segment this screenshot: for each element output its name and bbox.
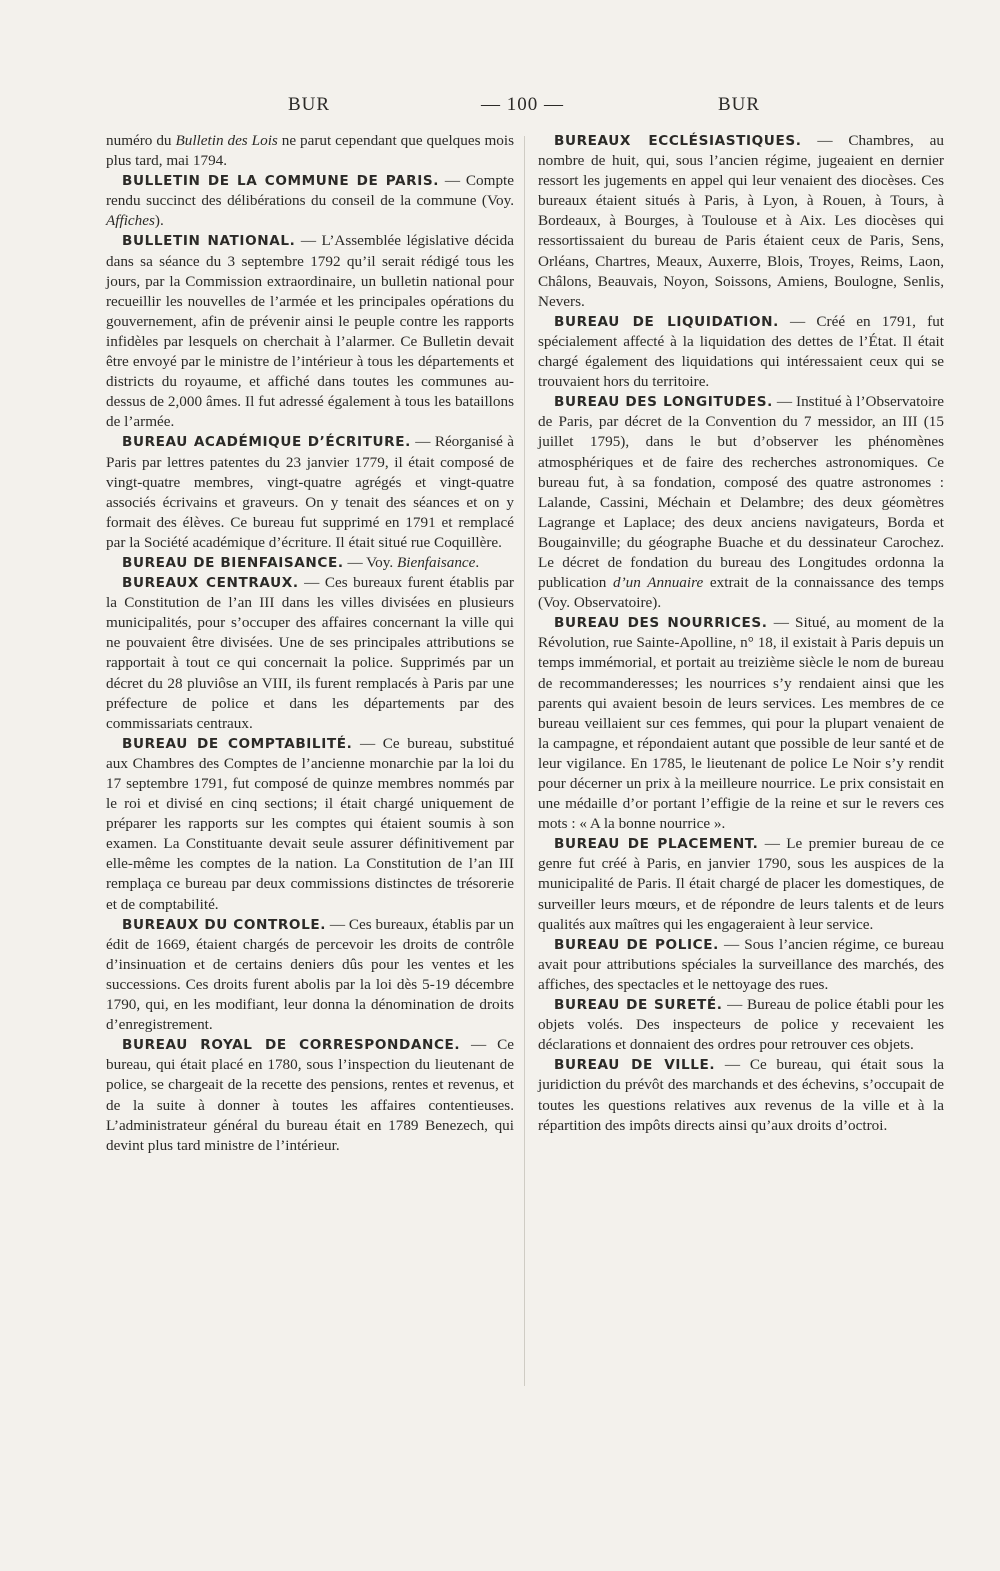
- dictionary-entry: [538, 312, 944, 392]
- dictionary-entry: [538, 1055, 944, 1135]
- header-left-word: BUR: [288, 94, 331, 115]
- entry-text: — Voy.: [343, 553, 397, 571]
- entry-headword: BUREAU DE BIENFAISANCE.: [122, 554, 344, 571]
- entry-headword: BUREAU DE LIQUIDATION.: [554, 313, 779, 330]
- entry-text-tail: ).: [154, 212, 164, 230]
- entry-text: — Ce bureau, qui était placé en 1780, sous l’inspection du lieutenant de police, se chargeait de la recette des pensions, rentes et revenus, et de la suite à donner à toutes les affaires contentieuses. L’administrateur général du bureau était en 1789 Benezech, qui devint plus tard ministre de l’intérieur.: [106, 1036, 514, 1154]
- entry-headword: BUREAU DES NOURRICES.: [554, 615, 768, 632]
- entry-text: — L’Assemblée législative décida dans sa séance du 3 septembre 1792 qu’il serait rédigé tous les jours, par la Commission extraordinaire, un bulletin national pour recueillir les nouvelles de l’armée et les principales opérations du gouvernement, afin de prévenir ainsi le peuple contre les rapports infidèles par lesquels on cherchait à l’alarmer. Ce Bulletin devait être envoyé par le ministre de l’intérieur à tous les départements et districts du royaume, et affiché dans toutes les communes au-dessus de 2,000 âmes. Il fut adressé également à tous les bataillons de l’armée.: [106, 232, 514, 431]
- dictionary-entry: [538, 613, 944, 834]
- entry-headword: BUREAUX CENTRAUX.: [122, 575, 299, 592]
- page-number: — 100 —: [481, 94, 564, 115]
- dictionary-entry: [106, 131, 514, 171]
- entry-text: — Ces bureaux, établis par un édit de 1669, étaient chargés de percevoir les droits de contrôle d’insinuation et de certains deniers dûs pour les ventes et les successions. Ces droits furent abolis par la loi dès 5-19 décembre 1790, qui, en les modifiant, leur donna la dénomination de droits d’enregistrement.: [106, 915, 514, 1034]
- dictionary-entry: [106, 573, 514, 734]
- left-column: [106, 131, 514, 1156]
- right-column: [538, 131, 944, 1136]
- entry-cross-reference: d’un Annuaire: [613, 574, 704, 592]
- column-divider: [524, 136, 525, 1386]
- entry-text: — Ce bureau, substitué aux Chambres des Comptes de l’ancienne monarchie par la loi du 17 septembre 1791, fut composé de quinze membres nommés par le roi et divisé en cinq sections; il était chargé uniquement de préparer les rapports sur les comptes qui étaient soumis à son examen. La Constituante devait seule assurer définitivement par elle-même les comptes de la nation. La Constitution de l’an III remplaça ce bureau par deux commissions distinctes de trésorerie et de comptabilité.: [106, 734, 514, 913]
- entry-text-tail: .: [475, 553, 480, 571]
- dictionary-entry: [106, 553, 514, 573]
- entry-headword: BULLETIN DE LA COMMUNE DE PARIS.: [122, 173, 440, 190]
- dictionary-entry: [106, 1035, 514, 1156]
- entry-text: — Chambres, au nombre de huit, qui, sous l’ancien régime, jugeaient en dernier ressort les jugements en appel qui leur venaient des diocèses. Ces bureaux étaient situés à Paris, à Lyon, à Rouen, à Tours, à Bordeaux, à Bourges, à Toulouse et à Aix. Les diocèses qui ressortissaient du bureau de Paris étaient ceux de Paris, Sens, Orléans, Chartres, Meaux, Auxerre, Blois, Troyes, Reims, Laon, Châlons, Beauvais, Noyon, Soissons, Amiens, Boulogne, Senlis, Nevers.: [538, 132, 945, 310]
- dictionary-entry: [538, 834, 944, 934]
- dictionary-entry: [106, 432, 514, 553]
- entry-text-tail: extrait de la connaissance des temps (Voy. Observatoire).: [538, 574, 944, 612]
- entry-headword: BUREAU DE SURETÉ.: [554, 997, 723, 1014]
- entry-text: — Compte rendu succinct des délibérations du conseil de la commune (Voy.: [106, 172, 514, 210]
- entry-text: — Créé en 1791, fut spécialement affecté à la liquidation des dettes de l’État. Il était chargé également des liquidations qui intéressaient ceux qui se trouvaient hors du territoire.: [538, 312, 945, 391]
- dictionary-entry: [538, 935, 944, 995]
- entry-text: — Ces bureaux furent établis par la Constitution de l’an III dans les villes divisées en plusieurs municipalités, pour s’occuper des affaires concernant la ville qui ne pouvaient être divisées. Une de ses principales attributions se rapportait à tout ce qui concernait la police. Supprimés par un décret du 28 pluviôse an VIII, ils furent remplacés à Paris par une préfecture de police et dans les départements par des commissariats centraux.: [106, 574, 514, 732]
- entry-text: — Le premier bureau de ce genre fut créé à Paris, en janvier 1790, sous les auspices de la municipalité de Paris. Il était chargé de placer les domestiques, de surveiller leurs mœurs, et de répondre de leurs talents et de leurs qualités aux maîtres qui les engageraient à leur service.: [538, 835, 944, 933]
- dictionary-entry: [538, 995, 944, 1055]
- entry-text: — Ce bureau, qui était sous la juridiction du prévôt des marchands et des échevins, s’occupait de toutes les questions relatives aux revenus de la ville et à la répartition des impôts directs ainsi qu’aux droits d’octroi.: [538, 1056, 944, 1134]
- entry-text: — Réorganisé à Paris par lettres patentes du 23 janvier 1779, il était composé de vingt-quatre membres, vingt-quatre agrégés et vingt-quatre associés écrivains et graveurs. On y tenait des séances et on y formait des élèves. Ce bureau fut supprimé en 1791 et remplacé par la Société académique d’écriture. Il était situé rue Coquillère.: [106, 433, 514, 551]
- entry-cross-reference: Bulletin des Lois: [175, 132, 278, 149]
- entry-cross-reference: Affiches: [106, 212, 155, 230]
- dictionary-entry: [106, 915, 514, 1036]
- entry-cross-reference: Bienfaisance: [396, 553, 476, 571]
- entry-text: — Situé, au moment de la Révolution, rue Sainte-Apolline, n° 18, il existait à Paris depuis un temps immémorial, et portait au treizième siècle le nom de bureau de recommanderesses; les nourrices s’y rendaient ainsi que les parents qui avaient besoin de leurs services. Les membres de ce bureau veillaient sur ces femmes, qui pour la plupart venaient de la campagne, et répondaient autant que possible de leur santé et de leur vigilance. En 1785, le lieutenant de police Le Noir s’y rendit pour décerner un prix à la meilleure nourrice. Le prix consistait en une médaille d’or portant l’effigie de la reine et sur le revers ces mots : « A la bonne nourrice ».: [538, 614, 944, 833]
- header-right-word: BUR: [718, 94, 761, 115]
- entry-headword: BUREAUX ECCLÉSIASTIQUES.: [554, 133, 802, 149]
- entry-headword: BUREAU DE PLACEMENT.: [554, 836, 759, 853]
- running-header: [0, 94, 1000, 120]
- dictionary-entry: [538, 131, 944, 312]
- dictionary-entry: [106, 231, 514, 432]
- entry-text: — Institué à l’Observatoire de Paris, par décret de la Convention du 7 messidor, an III (15 juillet 1795), dans le but d’observer les phénomènes atmosphériques et de faire des recherches astronomiques. Ce bureau fut, à sa fondation, composé des quatre astronomes : Lalande, Cassini, Méchain et Delambre; des deux géomètres Lagrange et Laplace; des deux anciens navigateurs, Borda et Bougainville; du géographe Buache et du dessinateur Carochez. Le décret de fondation du bureau des Longitudes ordonna la publication: [538, 393, 944, 592]
- entry-text: numéro du: [106, 132, 176, 149]
- dictionary-entry: [538, 392, 944, 613]
- entry-headword: BUREAU DE COMPTABILITÉ.: [122, 735, 353, 752]
- entry-headword: BUREAU ROYAL DE CORRESPONDANCE.: [122, 1037, 461, 1054]
- entry-headword: BUREAU DE POLICE.: [554, 936, 719, 953]
- entry-headword: BUREAU DES LONGITUDES.: [554, 394, 773, 411]
- entry-headword: BULLETIN NATIONAL.: [122, 233, 296, 250]
- entry-headword: BUREAU ACADÉMIQUE D’ÉCRITURE.: [122, 434, 411, 451]
- entry-text: — Bureau de police établi pour les objets volés. Des inspecteurs de police y recevaient les déclarations et donnaient des ordres pour retrouver ces objets.: [538, 996, 944, 1054]
- entry-headword: BUREAUX DU CONTROLE.: [122, 916, 326, 933]
- entry-text-tail: ne parut cependant que quelques mois plus tard, mai 1794.: [106, 132, 514, 170]
- dictionary-entry: [106, 734, 514, 915]
- entry-headword: BUREAU DE VILLE.: [554, 1057, 716, 1074]
- dictionary-entry: [106, 171, 514, 231]
- entry-text: — Sous l’ancien régime, ce bureau avait pour attributions spéciales la surveillance des marchés, des affiches, des spectacles et le nettoyage des rues.: [538, 935, 945, 993]
